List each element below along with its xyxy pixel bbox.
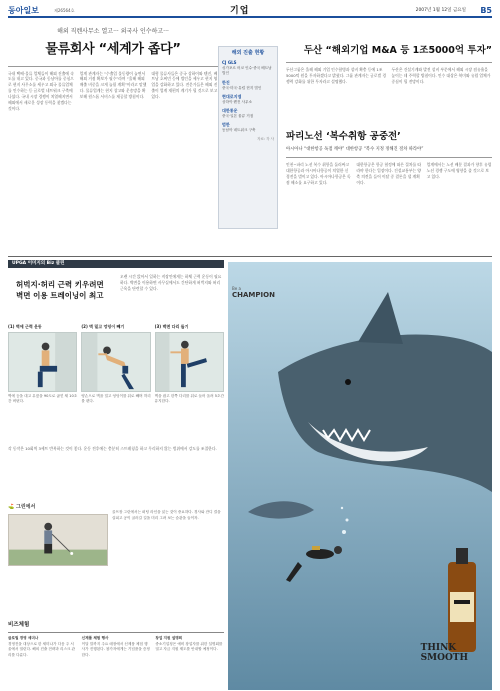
exercise-step — [8, 324, 77, 405]
step-title: (1) 벽에 근력 운동 — [8, 324, 42, 329]
article-column: 대형 물류사들은 중국 상하이와 톈진, 베트남 호찌민 등에 법인을 세우고 현지 영업을 강화하고 있다. 전문가들은 해외 진출이 업계 재편의 계기가 될 것으로 보고 있다. — [151, 70, 218, 100]
step-title: (3) 벽면 다리 들기 — [154, 324, 189, 329]
golf-text: 골프장 그린에서는 퍼팅 라인을 읽는 것이 중요하다. 경사와 잔디 결을 살피고 공이 굴러갈 길을 미리 그려 보는 습관을 들이자. — [112, 510, 221, 520]
box-row-text: 동남아 네트워크 구축 — [222, 128, 256, 133]
whisky-advertisement — [228, 262, 492, 690]
article-headline: 파리노선 ‘복수취항 공중전’ — [286, 131, 401, 142]
step-text: 벽을 잡고 한쪽 다리를 뒤로 들어 올려 5초간 유지한다. — [154, 393, 224, 404]
divider — [286, 62, 492, 63]
exercise-steps — [8, 324, 224, 405]
ad-brand-big: CHAMPION — [232, 291, 275, 300]
issue-number: 제26564호 — [54, 8, 75, 13]
article-headline: 두산 “해외기업 M&A 등 1조5000억 투자” — [303, 45, 492, 56]
article-column: 두산은 건설기계와 발전 설비 부문에서 해외 시장 점유율을 높이는 데 주력할 방침이다. 인수 대상은 북미와 유럽 업체가 중심이 될 전망이다. — [391, 66, 491, 84]
health-headline — [8, 280, 112, 301]
step-text: 양손으로 벽을 밀고 엉덩이를 뒤로 빼며 허리를 편다. — [81, 393, 151, 404]
article-kicker: 해외 직렌사무소 열고··· 외국사 인수하고··· — [57, 28, 169, 35]
person-leg-lift-icon — [156, 333, 223, 391]
box-row-head: 범한 — [222, 122, 230, 128]
whisky-bottle-icon — [448, 548, 476, 652]
box-row-text: 상하이·톈진 사무소 — [222, 99, 253, 104]
health-intro: 오랜 시간 앉아서 일하는 직장인에게는 하체 근력 운동이 필요하다. 벽면을 이용하면 사무실에서도 간단하게 허벅지와 허리 근육을 단련할 수 있다. — [120, 274, 222, 291]
exercise-photo — [8, 332, 77, 392]
article-column: 국내 택배·물류 업체들이 해외 진출에 속도를 내고 있다. 중국과 동남아를 중심으로 현지 사무소를 세우고 외국 물류업체를 인수하는 등 글로벌 네트워크 구축에 나섰다. 국내 시장 경쟁이 치열해지면서 해외에서 새로운 성장 동력을 찾겠다는 것이다. — [8, 70, 74, 111]
exercise-photo — [81, 332, 150, 392]
golf-title-text: 그린에서 — [15, 504, 36, 510]
box-row-text: 중국·일본 물류 거점 — [222, 114, 254, 118]
box-source: 자료: 각 사 — [257, 136, 274, 141]
biz-text: 중소기업청은 예비 창업자를 위한 설명회를 열고 자금 지원 제도를 안내할 예정이다. — [155, 641, 223, 652]
exercise-step — [81, 324, 150, 405]
publication-date: 2007년 1월 12일 금요일 — [415, 8, 466, 13]
section-bar: UPGA 이미지의 Biz 클린 — [8, 260, 224, 268]
article-column: 인천∼파리 노선 복수 취항을 둘러싸고 대한항공과 아시아나항공이 치열한 신경전을 벌이고 있다. 아시아나항공은 독점 해소를 요구하고 있다. — [286, 162, 351, 185]
step-text: 벽에 등을 대고 무릎을 90도로 굽힌 채 10초간 버틴다. — [8, 393, 78, 404]
person-push-icon — [82, 333, 149, 391]
golf-tip — [8, 504, 224, 604]
box-title: 해외 진출 현황 — [231, 50, 265, 56]
exercise-photo — [155, 332, 224, 392]
ad-brand-small: Be a — [232, 286, 241, 291]
article-logistics — [8, 24, 218, 112]
box-row-head: CJ GLS — [222, 60, 237, 66]
box-row-text: 싱가포르 어코 인수·중국 베트남 법인 — [222, 66, 272, 76]
step-title: (2) 벽 밀고 엉덩이 빼기 — [81, 324, 125, 329]
overseas-expansion-box — [218, 46, 278, 229]
health-body: 각 동작은 10회씩 3세트 반복하는 것이 좋다. 운동 전후에는 충분히 스트레칭을 하고 무리하지 않는 범위에서 강도를 조절한다. — [8, 446, 217, 451]
article-headline: 물류회사 “세계가 좁다” — [45, 41, 181, 57]
box-row-text: 중국·미국·유럽 현지 법인 — [222, 85, 262, 90]
box-row-head: 현대로지엠 — [222, 94, 242, 100]
ad-tagline — [421, 644, 468, 664]
article-column: 두산그룹은 올해 해외 기업 인수합병과 설비 확충 등에 1조5000억 원을 투자하겠다고 밝혔다. 그룹 관계자는 글로벌 경쟁력 강화를 위한 투자라고 설명했다. — [286, 66, 387, 84]
health-headline-line2: 벽면 이용 트레이닝이 최고 — [16, 290, 104, 300]
biz-text: 이달 말까지 주요 매장에서 신제품 체험 행사가 진행된다. 참가자에게는 기념품을 증정한다. — [81, 641, 150, 657]
biz-text: 경영진을 대상으로 한 세미나가 다음 주 서울에서 열린다. 해외 진출 전략과 리스크 관리를 다룬다. — [8, 641, 76, 657]
newspaper-logo: 동아일보 — [8, 5, 39, 15]
box-row-head: 대한통운 — [222, 108, 238, 114]
article-paris-route — [286, 130, 492, 186]
box-row-head: 한진 — [222, 79, 230, 85]
biz-title: 비즈체험 — [8, 622, 224, 633]
biz-column — [82, 636, 151, 658]
article-deck: 아시아나 “대한항공 독점 깨야” 대한항공 “복수 지정 정해진 절차 따라야” — [286, 146, 424, 152]
health-headline-line1: 허벅지·허리 근력 키우려면 — [16, 280, 104, 289]
shark-eye — [345, 379, 351, 385]
masthead — [8, 4, 492, 18]
ad-tagline-line1: THINK — [420, 643, 457, 654]
ad-tagline-line2: SMOOTH — [420, 653, 468, 664]
divider — [8, 66, 218, 67]
biz-experience — [8, 622, 224, 658]
article-doosan — [286, 44, 492, 84]
section-title: 기업 — [230, 6, 250, 16]
biz-subhead: 창업 지원 설명회 — [155, 635, 183, 640]
golf-photo — [8, 514, 108, 566]
biz-column — [8, 636, 77, 658]
biz-column — [155, 636, 224, 658]
article-column: 대한항공은 항공 협정에 따른 절차를 따라야 한다는 입장이다. 건설교통부는 양측 의견을 들어 이달 중 결론을 낼 계획이다. — [356, 162, 422, 185]
biz-subhead: 신제품 체험 행사 — [81, 635, 109, 640]
page-number: B5 — [480, 6, 492, 15]
health-biz-section — [8, 260, 224, 690]
article-column: 업계 관계자는 “수출입 물동량이 늘면서 해외 거점 확보가 필수”라며 “올해 해외 매출 비중을 크게 늘릴 계획”이라고 말했다. 물류업계는 현지 창고와 운송망을 확보해 원스톱 서비스를 제공할 방침이다. — [79, 70, 147, 100]
person-squat-icon — [9, 333, 76, 391]
golfer-icon — [9, 515, 107, 565]
shark-sea-illustration — [228, 262, 492, 690]
section-divider — [8, 256, 492, 257]
divider — [286, 157, 492, 158]
article-column: 업계에서는 노선 배분 결과가 향후 유럽 노선 경쟁 구도에 영향을 줄 것으로 보고 있다. — [426, 162, 492, 179]
biz-subhead: 글로벌 경영 세미나 — [8, 635, 39, 640]
ad-brand — [232, 286, 275, 300]
exercise-step — [155, 324, 224, 405]
golf-flag-icon: ⛳ — [8, 504, 15, 510]
